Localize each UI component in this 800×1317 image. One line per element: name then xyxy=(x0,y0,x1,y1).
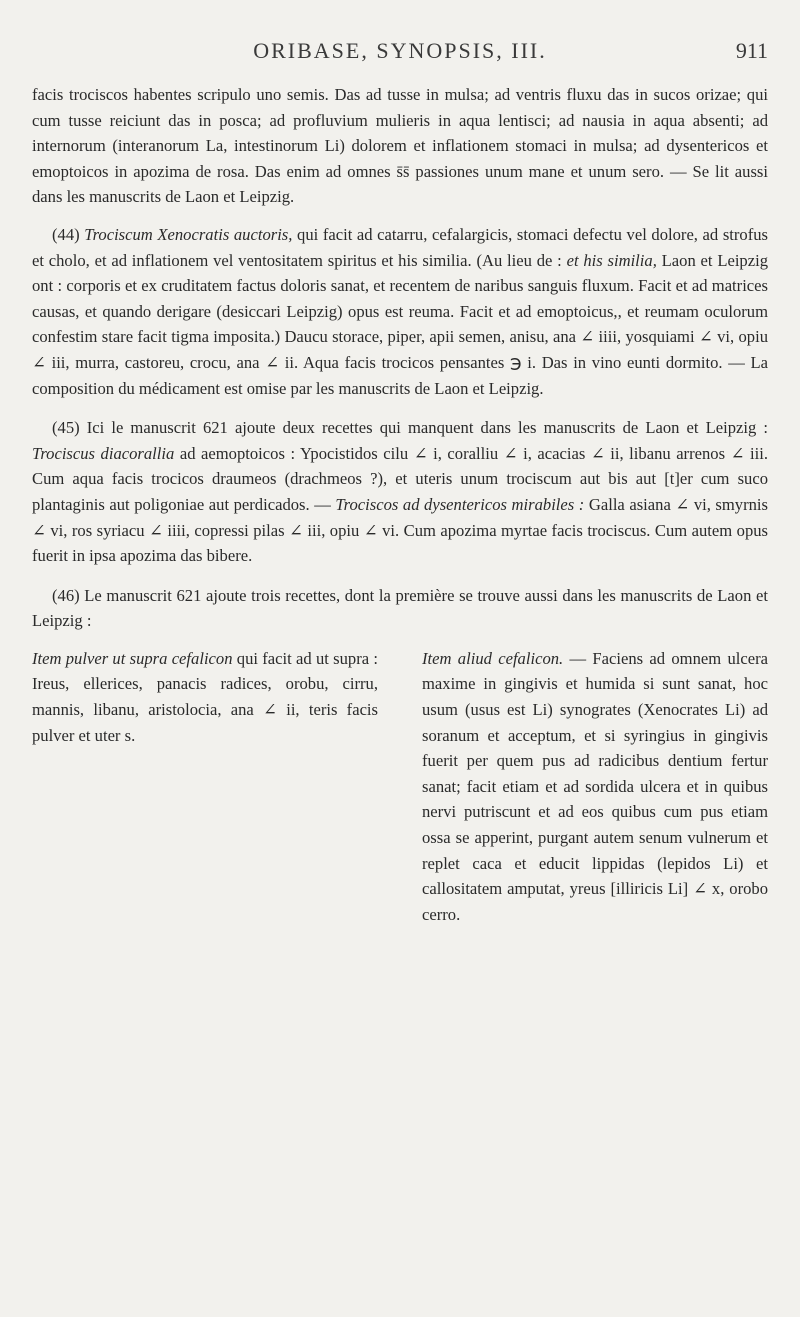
paragraph-45-text-b: Galla asiana ∠ vi, smyrnis ∠ vi, ros syriacu ∠ iiii, copressi pilas ∠ iii, opiu ∠ vi. Cum apozima myrtae facis trociscus. Cum autem opus fuerit in ipsa apozima das bibere. xyxy=(32,494,768,566)
right-recipe-title: Item aliud cefalicon. xyxy=(422,648,564,668)
paragraph-45-recipe-title: Trociscus diacorallia xyxy=(32,443,175,463)
left-column xyxy=(32,646,378,928)
paragraph-44-number: (44) xyxy=(52,224,85,244)
paragraph-45-text-a: ad aemoptoicos : Ypocistidos cilu ∠ i, coralliu ∠ i, acacias ∠ ii, libanu arrenos ∠ iii. Cum aqua facis trocicos draumeos (drachmeos ?), et uteris unum trociscum aut bis aut [t]er cum suco plantaginis aut poligoniae aut perdicados. — xyxy=(32,443,768,514)
paragraph-45 xyxy=(32,415,768,569)
running-title: ORIBASE, SYNOPSIS, III. xyxy=(253,38,547,63)
paragraph-44-text-a: qui facit ad catarru, cefalargicis, stomaci defectu vel dolore, ad strofus et cholo, et ad inflationem vel ventositatem spiritus et his similia. (Au lieu de : xyxy=(32,224,768,270)
running-header xyxy=(32,38,768,68)
page-number: 911 xyxy=(735,38,768,63)
paragraph-44-text-b: Laon et Leipzig ont : corporis et ex cruditatem factus doloris sanat, et recentem de naribus sanguis fluxum. Facit et ad matrices causas, et quando derigare (desiccari Leipzig) opus est reuma. Facit et ad emoptoicus,, et reumam oculorum confestim stare facit tigma imposita.) Daucu storace, piper, apii semen, anisu, ana ∠ iiii, yosquiami ∠ vi, opiu ∠ iii, murra, castoreu, crocu, ana ∠ ii. Aqua facis trocicos pensantes ℈ i. Das in vino eunti dormito. — La composition du médicament est omise par les manuscrits de Laon et Leipzig. xyxy=(32,250,768,398)
right-recipe xyxy=(422,646,768,928)
paragraph-44-title: Trociscum Xenocratis auctoris, xyxy=(84,224,293,244)
right-column xyxy=(422,646,768,928)
paragraph-44-italic: et his similia, xyxy=(566,250,657,270)
paragraph-45-lead: (45) Ici le manuscrit 621 ajoute deux recettes qui manquent dans les manuscrits de Laon et Leipzig : xyxy=(52,418,768,438)
right-recipe-text: — Faciens ad omnem ulcera maxime in gingivis et humida si sunt sanat, hoc usum (usus est Li) synogrates (Xenocrates Li) ad soranum et acceptum, et si syringius in gingivis fuerit per quem pus ad radicibus dentium fertur sanat; facit etiam et ad sordida ulcera et in quibus nervi putriscunt et ad eos quibus cum pus etiam ossa se apperint, purgant autem senum vulnerum et replet caca et educit lippidas (lepidos Li) et callositatem amputat, yreus [illiricis Li] ∠ x, orobo cerro. xyxy=(422,648,768,924)
paragraph-continued: facis trociscos habentes scripulo uno semis. Das ad tusse in mulsa; ad ventris fluxu das in sucos orizae; qui cum tusse reiciunt das in posca; ad profluvium mulieris in aqua lentisci; ad nausia in aqua absenti; ad internorum (interanorum La, intestinorum Li) dolorem et inflationem stomaci in mulsa; ad dysentericos et emoptoicos in apozima de rosa. Das enim ad omnes s̄s̄ passiones unum mane et unum sero. — Se lit aussi dans les manuscrits de Laon et Leipzig. xyxy=(32,85,768,207)
paragraph-44 xyxy=(32,222,768,401)
left-recipe-text: qui facit ad ut supra : Ireus, ellerices, panacis radices, orobu, cirru, mannis, libanu, aristolocia, ana ∠ ii, teris facis pulver et uter s. xyxy=(32,648,378,745)
main-text xyxy=(32,82,768,927)
left-recipe xyxy=(32,646,378,748)
two-column-recipes xyxy=(32,646,768,928)
paragraph-46: (46) Le manuscrit 621 ajoute trois recettes, dont la première se trouve aussi dans les manuscrits de Laon et Leipzig : xyxy=(32,585,768,631)
left-recipe-title: Item pulver ut supra cefalicon xyxy=(32,648,233,668)
paragraph-45-recipe-title-2: Trociscos ad dysentericos mirabiles : xyxy=(335,494,585,514)
